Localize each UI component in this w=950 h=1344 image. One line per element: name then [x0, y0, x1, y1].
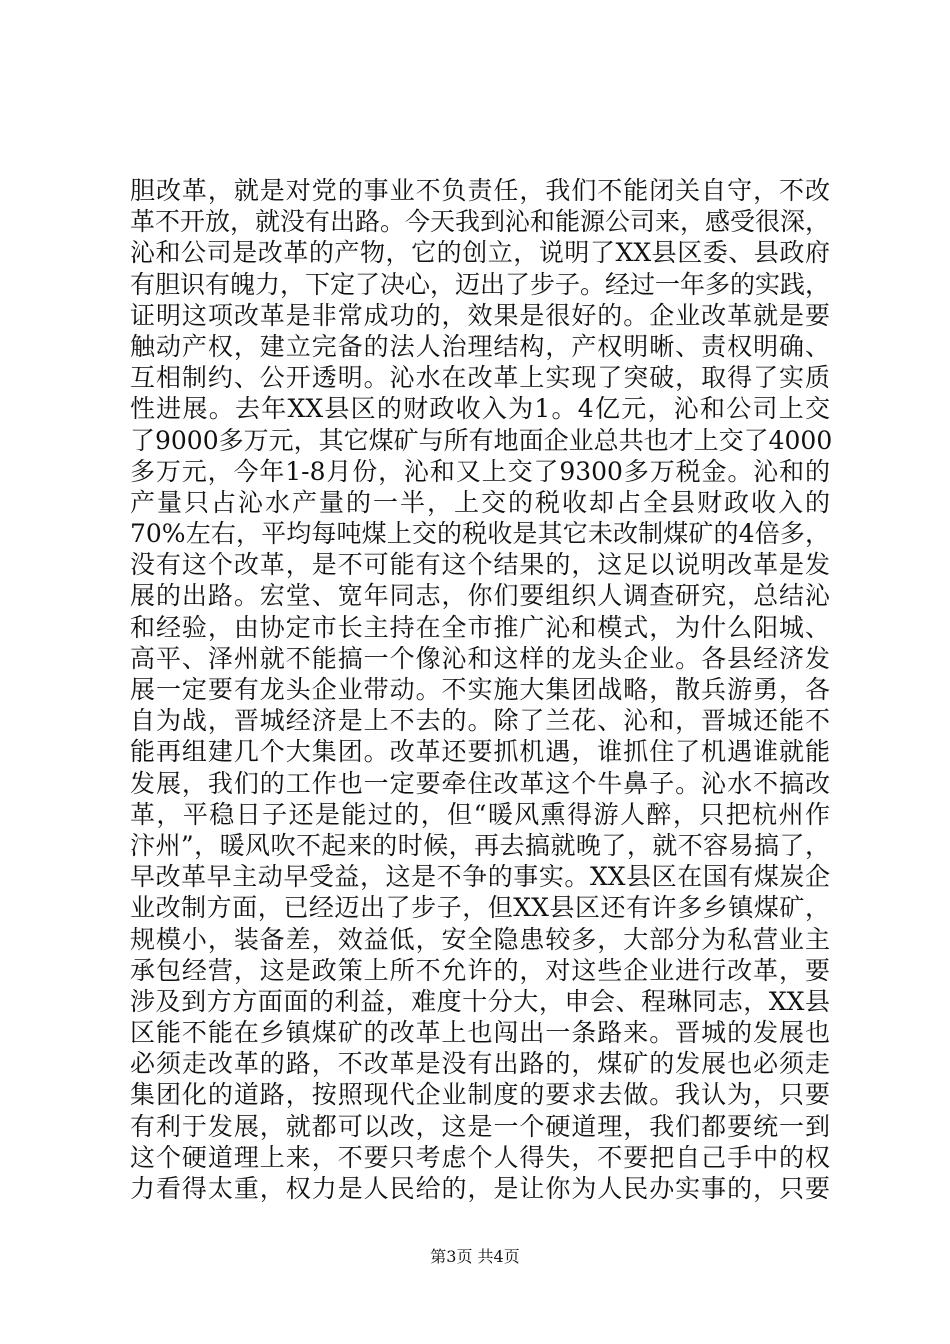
text-line: 集团化的道路，按照现代企业制度的要求去做。我认为，只要: [130, 1080, 830, 1110]
text-line: 业改制方面，已经迈出了步子，但XX县区还有许多乡镇煤矿，: [130, 893, 830, 923]
text-line: 有利于发展，就都可以改，这是一个硬道理，我们都要统一到: [130, 1111, 830, 1141]
text-line: 没有这个改革，是不可能有这个结果的，这足以说明改革是发: [130, 550, 830, 580]
text-line: 了9000多万元，其它煤矿与所有地面企业总共也才上交了4000: [130, 425, 833, 455]
text-line: 能再组建几个大集团。改革还要抓机遇，谁抓住了机遇谁就能: [130, 737, 830, 767]
text-line: 自为战，晋城经济是上不去的。除了兰花、沁和，晋城还能不: [130, 706, 830, 736]
text-line: 高平、泽州就不能搞一个像沁和这样的龙头企业。各县经济发: [130, 643, 830, 673]
text-line: 产量只占沁水产量的一半，上交的税收却占全县财政收入的: [130, 487, 830, 517]
text-line: 涉及到方方面面的利益，难度十分大，申会、程琳同志，XX县: [130, 986, 830, 1016]
text-line: 证明这项改革是非常成功的，效果是很好的。企业改革就是要: [130, 300, 830, 330]
text-line: 必须走改革的路，不改革是没有出路的，煤矿的发展也必须走: [130, 1049, 830, 1079]
text-line: 沁和公司是改革的产物，它的创立，说明了XX县区委、县政府: [130, 238, 830, 268]
text-line: 革不开放，就没有出路。今天我到沁和能源公司来，感受很深，: [130, 207, 831, 237]
text-line: 规模小，装备差，效益低，安全隐患较多，大部分为私营业主: [130, 924, 830, 954]
text-line: 互相制约、公开透明。沁水在改革上实现了突破，取得了实质: [130, 363, 830, 393]
text-line: 承包经营，这是政策上所不允许的，对这些企业进行改革，要: [130, 955, 830, 985]
text-line: 革，平稳日子还是能过的，但“暖风熏得游人醉，只把杭州作: [130, 799, 830, 829]
body-text: [130, 175, 833, 1204]
text-line: 这个硬道理上来，不要只考虑个人得失，不要把自己手中的权: [130, 1142, 830, 1172]
text-line: 胆改革，就是对党的事业不负责任，我们不能闭关自守，不改: [130, 176, 830, 205]
text-line: 汴州”，暖风吹不起来的时候，再去搞就晚了，就不容易搞了，: [130, 830, 830, 860]
text-line: 展的出路。宏堂、宽年同志，你们要组织人调查研究，总结沁: [130, 581, 830, 611]
text-line: 力看得太重，权力是人民给的，是让你为人民办实事的，只要: [130, 1174, 830, 1203]
text-line: 和经验，由协定市长主持在全市推广沁和模式，为什么阳城、: [130, 612, 830, 642]
text-line: 70%左右，平均每吨煤上交的税收是其它未改制煤矿的4倍多，: [130, 519, 830, 549]
page-footer: 第3页 共4页: [430, 1247, 520, 1266]
text-line: 区能不能在乡镇煤矿的改革上也闯出一条路来。晋城的发展也: [130, 1018, 830, 1048]
text-line: 发展，我们的工作也一定要牵住改革这个牛鼻子。沁水不搞改: [130, 768, 830, 798]
text-line: 早改革早主动早受益，这是不争的事实。XX县区在国有煤炭企: [130, 862, 830, 892]
text-line: 展一定要有龙头企业带动。不实施大集团战略，散兵游勇，各: [130, 675, 830, 704]
text-line: 有胆识有魄力，下定了决心，迈出了步子。经过一年多的实践，: [130, 269, 831, 299]
text-line: 触动产权，建立完备的法人治理结构，产权明晰、责权明确、: [130, 331, 830, 361]
text-line: 多万元，今年1-8月份，沁和又上交了9300多万税金。沁和的: [130, 456, 830, 486]
text-line: 性进展。去年XX县区的财政收入为1。4亿元，沁和公司上交: [130, 394, 830, 424]
